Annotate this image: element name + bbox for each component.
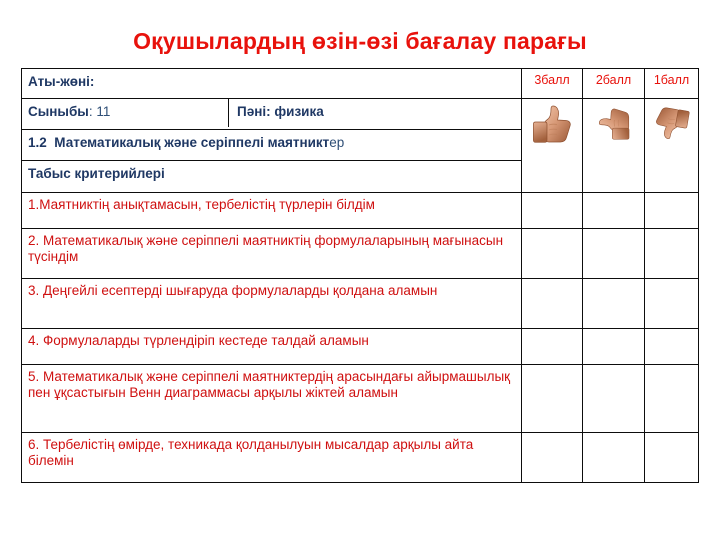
- thumbs-up-icon: [530, 103, 574, 145]
- criterion-text-2: 2. Математикалық және серіппелі маятниктің формулаларының мағынасын түсіндім: [22, 229, 522, 279]
- score-header-3: 3балл: [522, 69, 583, 99]
- criterion-6-score-2[interactable]: [583, 433, 645, 483]
- score-header-2: 2балл: [583, 69, 645, 99]
- criterion-1-score-1[interactable]: [645, 193, 699, 229]
- topic-cell: [22, 130, 522, 161]
- criterion-5-score-1[interactable]: [645, 365, 699, 433]
- class-cell[interactable]: [22, 99, 229, 127]
- criterion-3-score-1[interactable]: [645, 279, 699, 329]
- criterion-6-score-3[interactable]: [522, 433, 583, 483]
- subject-cell[interactable]: [229, 99, 522, 127]
- criterion-text-1: 1.Маятниктің анықтамасын, тербелістің түрлерін білдім: [22, 193, 522, 229]
- thumb-cell-1[interactable]: [645, 99, 699, 193]
- page-title: Оқушылардың өзін-өзі бағалау парағы: [133, 28, 587, 54]
- table-row: [22, 229, 699, 279]
- criterion-text-6: 6. Тербелістің өмірде, техникада қолданылуын мысалдар арқылы айта білемін: [22, 433, 522, 483]
- criterion-2-score-3[interactable]: [522, 229, 583, 279]
- thumb-cell-3[interactable]: [522, 99, 583, 193]
- thumbs-down-container: [651, 103, 692, 147]
- topic-tail: ер: [329, 135, 345, 150]
- self-assessment-table: [21, 68, 699, 483]
- thumbs-sideways-container: [589, 103, 638, 147]
- criterion-1-score-3[interactable]: [522, 193, 583, 229]
- criteria-header-label: Табыс критерийлері: [28, 166, 165, 181]
- criterion-6-score-1[interactable]: [645, 433, 699, 483]
- subject-label: Пәні: физика: [237, 104, 324, 119]
- class-label: Сыныбы: [28, 104, 89, 119]
- table-row: [22, 279, 699, 329]
- criterion-5-score-3[interactable]: [522, 365, 583, 433]
- criterion-text-4: 4. Формулаларды түрлендіріп кестеде талдай аламын: [22, 329, 522, 365]
- table-row: [22, 433, 699, 483]
- thumbs-up-container: [528, 103, 576, 147]
- class-subject-cell[interactable]: [22, 99, 522, 130]
- criterion-4-score-1[interactable]: [645, 329, 699, 365]
- criterion-4-score-3[interactable]: [522, 329, 583, 365]
- thumbs-down-icon: [650, 102, 693, 146]
- table-row-name: [22, 69, 699, 99]
- class-value: 11: [96, 104, 111, 119]
- criterion-text-5: 5. Математикалық және серіппелі маятниктердің арасындағы айырмашылық пен ұқсастығын Венн диаграммасы арқылы жіктей аламын: [22, 365, 522, 433]
- table-row: [22, 329, 699, 365]
- table-row-class-subject: [22, 99, 699, 130]
- criterion-4-score-2[interactable]: [583, 329, 645, 365]
- criterion-3-score-3[interactable]: [522, 279, 583, 329]
- class-separator: :: [88, 104, 97, 119]
- name-label: Аты-жөні:: [28, 74, 95, 89]
- topic-number: 1.2: [28, 135, 47, 150]
- thumb-cell-2[interactable]: [583, 99, 645, 193]
- topic-main: Математикалық және серіппелі маятникт: [54, 135, 330, 150]
- table-row: [22, 365, 699, 433]
- name-cell[interactable]: [22, 69, 522, 99]
- score-header-1: 1балл: [645, 69, 699, 99]
- criterion-1-score-2[interactable]: [583, 193, 645, 229]
- criterion-3-score-2[interactable]: [583, 279, 645, 329]
- table-row: [22, 193, 699, 229]
- criteria-header-cell: [22, 161, 522, 193]
- thumbs-sideways-icon: [596, 106, 630, 142]
- criterion-text-3: 3. Деңгейлі есептерді шығаруда формулаларды қолдана аламын: [22, 279, 522, 329]
- criterion-5-score-2[interactable]: [583, 365, 645, 433]
- criterion-2-score-1[interactable]: [645, 229, 699, 279]
- criterion-2-score-2[interactable]: [583, 229, 645, 279]
